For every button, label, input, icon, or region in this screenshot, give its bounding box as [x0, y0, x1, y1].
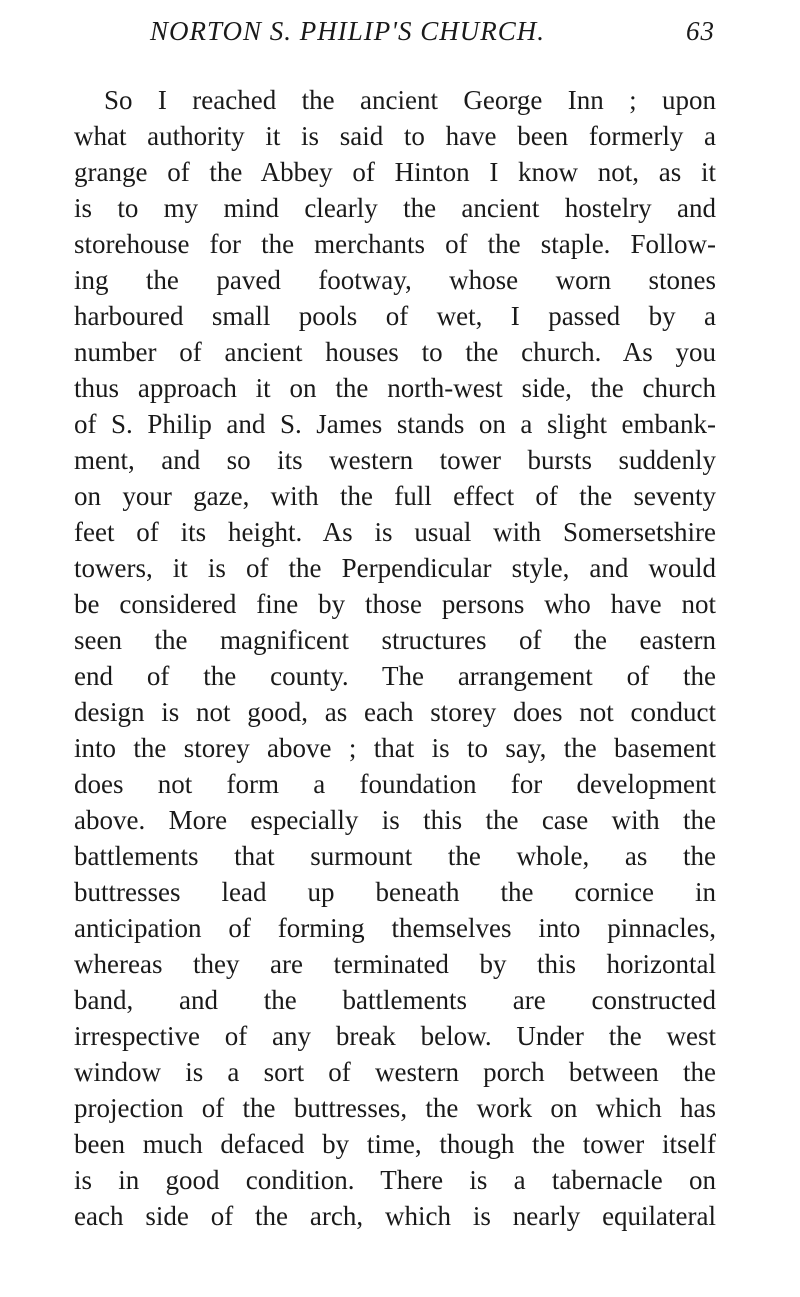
- running-head: [150, 16, 715, 52]
- text-line: projection of the buttresses, the work on which has: [74, 1093, 716, 1123]
- text-line: ment, and so its western tower bursts suddenly: [74, 445, 716, 475]
- text-line: harboured small pools of wet, I passed by a: [74, 301, 716, 331]
- text-line: above. More especially is this the case with the: [74, 805, 716, 835]
- text-line: of S. Philip and S. James stands on a slight embank-: [74, 409, 716, 439]
- text-line: storehouse for the merchants of the staple. Follow-: [74, 229, 716, 259]
- text-line: be considered fine by those persons who have not: [74, 589, 716, 619]
- text-line: window is a sort of western porch between the: [74, 1057, 716, 1087]
- text-line: buttresses lead up beneath the cornice in: [74, 877, 716, 907]
- text-line: thus approach it on the north-west side, the church: [74, 373, 716, 403]
- text-line: whereas they are terminated by this horizontal: [74, 949, 716, 979]
- text-line: is to my mind clearly the ancient hostelry and: [74, 193, 716, 223]
- text-line: on your gaze, with the full effect of the seventy: [74, 481, 716, 511]
- running-title: NORTON S. PHILIP'S CHURCH.: [150, 16, 546, 46]
- text-line: feet of its height. As is usual with Somersetshire: [74, 517, 716, 547]
- body-paragraph: [74, 82, 716, 1234]
- text-line: been much defaced by time, though the tower itself: [74, 1129, 716, 1159]
- text-line: irrespective of any break below. Under the west: [74, 1021, 716, 1051]
- text-line: ing the paved footway, whose worn stones: [74, 265, 716, 295]
- text-line: band, and the battlements are constructed: [74, 985, 716, 1015]
- text-line: is in good condition. There is a tabernacle on: [74, 1165, 716, 1195]
- text-line: does not form a foundation for development: [74, 769, 716, 799]
- text-line: towers, it is of the Perpendicular style, and would: [74, 553, 716, 583]
- text-line: battlements that surmount the whole, as the: [74, 841, 716, 871]
- text-line: seen the magnificent structures of the eastern: [74, 625, 716, 655]
- text-line: end of the county. The arrangement of the: [74, 661, 716, 691]
- text-line: design is not good, as each storey does not conduct: [74, 697, 716, 727]
- text-line: So I reached the ancient George Inn ; upon: [104, 85, 716, 115]
- text-line: what authority it is said to have been formerly a: [74, 121, 716, 151]
- text-line: into the storey above ; that is to say, the basement: [74, 733, 716, 763]
- text-line: anticipation of forming themselves into pinnacles,: [74, 913, 716, 943]
- text-line: each side of the arch, which is nearly equilateral: [74, 1201, 716, 1231]
- text-line: number of ancient houses to the church. As you: [74, 337, 716, 367]
- text-line: grange of the Abbey of Hinton I know not, as it: [74, 157, 716, 187]
- page-number: 63: [686, 16, 715, 46]
